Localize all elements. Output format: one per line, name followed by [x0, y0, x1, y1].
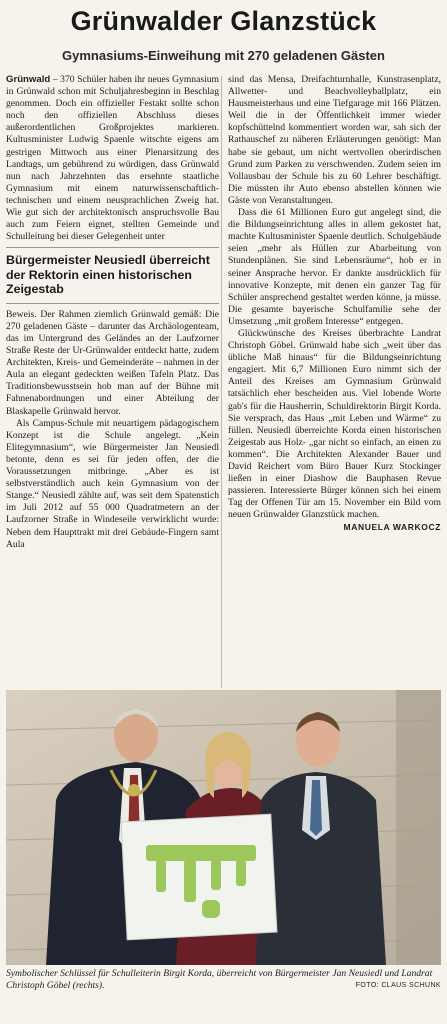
caption-text: Symbolischer Schlüssel für Schulleiterin Birgit Korda, überreicht von Bürgermeister Jan Neusiedl und Landrat Christoph Göbel (rechts).: [6, 968, 433, 991]
body-paragraph: Als Campus-Schule mit neuartigem pädagogischem Konzept ist die Schule angelegt. „Kein Elitegymnasium“, wie Bürgermeister Jan Neusiedl betonte, denn es sei für jeden offen, der die Voraussetzungen mitbringe. „Aber es ist selbstverständlich auch kein Gymnasium von der Stange.“ Neusiedl zählte auf, was seit dem Spatenstich im Juli 2012 auf 55 000 Quadratmetern an der Laufzorner Straße in Windeseile verwirklicht wurde: Neben dem Haupttrakt mit drei Gebäude-Fingern samt Aula: [6, 417, 219, 550]
body-text: Glückwünsche des Kreises überbrachte Landrat Christoph Göbel. Grünwald habe sich „weit über das übliche Maß hinaus“ für die Bildungseinrichtung engagiert. Mit 6,7 Millionen Euro nimmt sich der Anteil des Kreises am Gymnasium Grünwald tatsächlich eher bescheiden aus. Viel lobende Worte gab's für die Hausherrin, Schuldirektorin Birgit Korda. Sie versprach, das Haus „mit Leben und Wärme“ zu füllen. Neusiedl überreichte Korda einen historischen Zeigestab aus Holz- „gar nicht so einfach, an einen zu kommen“. Die Architekten Alexander Bauer und David Reichert vom Büro Bauer Kurz Stockinger ließen in einer Diashow die Bauphasen Revue passieren. Interessierte Bürger können sich bei einem Tag der Offenen Tür am 15. November ein Bild vom neuen Grünwalder Glanzstück machen.: [228, 327, 441, 521]
section-rule-bottom: [6, 303, 219, 304]
body-paragraph: sind das Mensa, Dreifachturnhalle, Kunstrasenplatz, Allwetter- und Beachvolleyballplatz, ein Hausmeisterhaus und eine Tiefgarage mit 166 Plätzen. Weil die in der Öffentlichkeit immer wieder kopfschüttelnd kommentiert worden war, sah sich der Rathauschef zu näheren Erläuterungen genötigt: Man habe sie gebaut, um nicht wertvollen oberirdischen Grund zum Parken zu verschwenden. Zudem seien im Vollausbau der Schule bis zu 60 Lehrer beschäftigt. Die müssten ihr Auto ebenso abstellen können wie Gäste von Veranstaltungen.: [228, 74, 441, 206]
symbolic-key-board: [121, 814, 277, 940]
body-paragraph: Dass die 61 Millionen Euro gut angelegt sind, die die Bildungseinrichtung alles in allem gekostet hat, machte Kultusminister Spaenle deutlich. Schulgebäude seien „mehr als Hüllen zur Abarbeitung von Stundenplänen. Sie sind Lebensräume“, hob er in seiner Ansprache hervor. Er dankte ausdrücklich für innovative Konzepte, mit denen ein ganzer Tag für Schüler ansprechend gestaltet werden könne, ja müsse. Die gesamte bayerische Schulfamilie sehe der Umsetzung „mit großem Interesse“ entgegen.: [228, 207, 441, 327]
article-photo: [6, 690, 441, 965]
section-rule-top: [6, 247, 219, 248]
photo-caption: [6, 968, 441, 992]
lead-paragraph: [6, 74, 219, 243]
photo-illustration: [6, 690, 441, 965]
body-paragraph: [228, 327, 441, 533]
subheadline: Gymnasiums-Einweihung mit 270 geladenen Gästen: [62, 48, 385, 63]
author-byline: MANUELA WARKOCZ: [343, 522, 441, 533]
intertitle: Bürgermeister Neusiedl überreicht der Rektorin einen historischen Zeigestab: [6, 253, 210, 297]
column-divider: [221, 76, 222, 688]
headline: Grünwalder Glanzstück: [70, 6, 377, 36]
lead-text: – 370 Schüler haben ihr neues Gymnasium in Grünwald schon mit Schuljahresbeginn in Beschlag genommen. Doch ein offizieller Festakt sollte schon noch den offiziellen Abschluss dieses außerordentlichen Großprojektes markieren. Kultusminister Ludwig Spaenle witschte eigens am gestrigen Mittwoch aus einer Plenarsitzung des Landtags, um gebührend zu würdigen, dass Grünwald nun nach Jahrzehnten das ersehnte staatliche Gymnasium mit einem naturwissenschaftlich-technischen und einem neusprachlichen Zweig hat. Wie gut sich der architektonisch anspruchsvolle Bau auch zum Feiern eignet, stellten Gemeinde und Schulleitung bei dieser Gelegenheit unter: [6, 74, 219, 243]
article-column-left: [6, 74, 219, 551]
photo-credit: FOTO: CLAUS SCHUNK: [355, 982, 441, 989]
body-paragraph: Beweis. Der Rahmen ziemlich Grünwald gemäß: Die 270 geladenen Gäste – darunter das Archäologenteam, das im Untergrund des Geländes an der Laufzorner Straße Reste der Ur-Grünwalder entdeckt hatte, zudem Architekten, Kreis- und Gemeinderäte – nahmen in der Aula an elegant gedeckten weißen Tafeln Platz. Das Traditionsbewusstsein hob man auf der Bühne mit Fahnenabordnungen und einer Abteilung der Blaskapelle Grünwald hervor.: [6, 308, 219, 417]
article-column-right: [228, 74, 441, 534]
dateline: Grünwald: [6, 74, 51, 85]
